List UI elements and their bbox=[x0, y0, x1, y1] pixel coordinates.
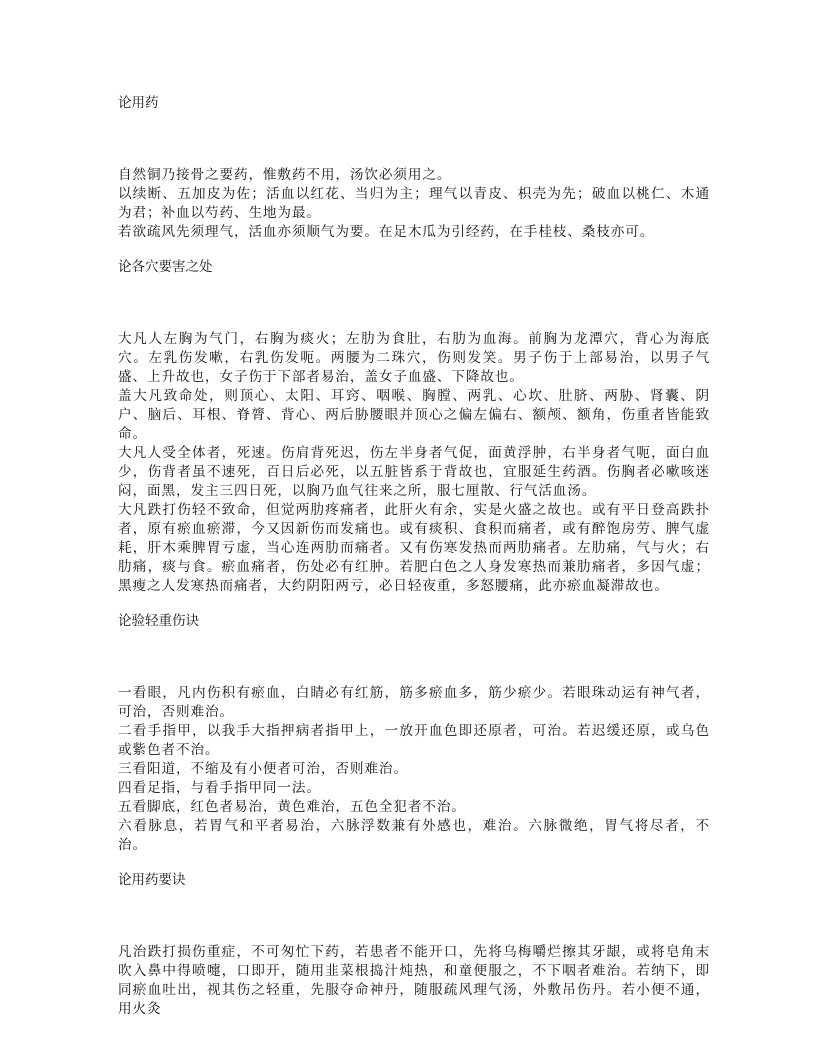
paragraph: 盖大凡致命处，则顶心、太阳、耳窍、咽喉、胸膛、两乳、心坎、肚脐、两胁、肾囊、阴户、脑后、耳根、脊膂、背心、两后胁腰眼并顶心之偏左偏右、额颅、额角，伤重者皆能致命。 bbox=[118, 388, 710, 442]
paragraph: 自然铜乃接骨之要药，惟敷药不用，汤饮必须用之。 bbox=[118, 167, 452, 183]
section-heading-yongyao: 论用药 bbox=[118, 95, 159, 111]
section-heading-acupoints: 论各穴要害之处 bbox=[118, 259, 213, 275]
section-heading-injury-check: 论验轻重伤诀 bbox=[118, 613, 199, 629]
paragraph: 若欲疏风先须理气，活血亦须顺气为要。在足木瓜为引经药，在手桂枝、桑枝亦可。 bbox=[118, 224, 655, 240]
paragraph: 三看阳道，不缩及有小便者可治，否则难治。 bbox=[118, 761, 408, 777]
paragraph: 六看脉息，若胃气和平者易治，六脉浮数兼有外感也，难治。六脉微绝，胃气将尽者，不治。 bbox=[118, 818, 710, 853]
paragraph: 二看手指甲，以我手大指押病者指甲上，一放开血色即还原者，可治。若迟缓还原，或乌色或紫色者不治。 bbox=[118, 723, 710, 758]
section-heading-medication-key: 论用药要诀 bbox=[118, 872, 186, 888]
paragraph: 五看脚底，红色者易治，黄色难治，五色全犯者不治。 bbox=[118, 799, 466, 815]
paragraph: 大凡跌打伤轻不致命，但觉两肋疼痛者，此肝火有余，实是火盛之故也。或有平日登高跌扑者，原有瘀血瘀滞，今又因新伤而发痛也。或有痰积、食积而痛者，或有醉饱房劳、脾气虚耗，肝木乘脾胃亏虚，当心连两肋而痛者。又有伤寒发热而两肋痛者。左肋痛，气与火；右肋痛，痰与食。瘀血痛者，伤处必有红肿。若肥白色之人身发寒热而兼肋痛者，多因气虚；黑瘦之人发寒热而痛者，大约阴阳两亏，必日轻夜重，多怒腰痛，此亦瘀血凝滞故也。 bbox=[118, 502, 710, 594]
paragraph: 大凡人受全体者，死速。伤肩背死迟，伤左半身者气促，面黄浮肿，右半身者气呃，面白血少，伤背者虽不速死，百日后必死，以五脏皆系于背故也，宜服延生药酒。伤胸者必嗽咳迷闷，面黑，发主三四日死，以胸乃血气往来之所，服七厘散、行气活血汤。 bbox=[118, 445, 710, 499]
paragraph: 凡治跌打损伤重症，不可匆忙下药，若患者不能开口，先将乌梅嚼烂擦其牙龈，或将皂角末吹入鼻中得喷嚏，口即开，随用韭菜根捣汁炖热，和童便服之，不下咽者难治。若纳下，即同瘀血吐出，视其伤之轻重，先服夺命神丹，随服疏风理气汤，外敷吊伤丹。若小便不通，用火灸 bbox=[118, 944, 710, 1017]
paragraph: 以续断、五加皮为佐；活血以红花、当归为主；理气以青皮、枳壳为先；破血以桃仁、木通为君；补血以芍药、生地为最。 bbox=[118, 186, 710, 221]
paragraph: 一看眼，凡内伤积有瘀血，白睛必有红筋，筋多瘀血多，筋少瘀少。若眼珠动运有神气者，可治，否则难治。 bbox=[118, 685, 710, 720]
paragraph: 四看足指，与看手指甲同一法。 bbox=[118, 780, 321, 796]
section-body-medication-key bbox=[118, 943, 710, 1019]
section-body-injury-check bbox=[118, 684, 710, 855]
section-body-yongyao bbox=[118, 166, 710, 242]
paragraph: 大凡人左胸为气门，右胸为痰火；左肋为食肚，右肋为血海。前胸为龙潭穴，背心为海底穴。左乳伤发嗽，右乳伤发呃。两腰为二珠穴，伤则发笑。男子伤于上部易治，以男子气盛、上升故也，女子伤于下部者易治，盖女子血盛、下降故也。 bbox=[118, 331, 710, 385]
section-body-acupoints bbox=[118, 330, 710, 596]
